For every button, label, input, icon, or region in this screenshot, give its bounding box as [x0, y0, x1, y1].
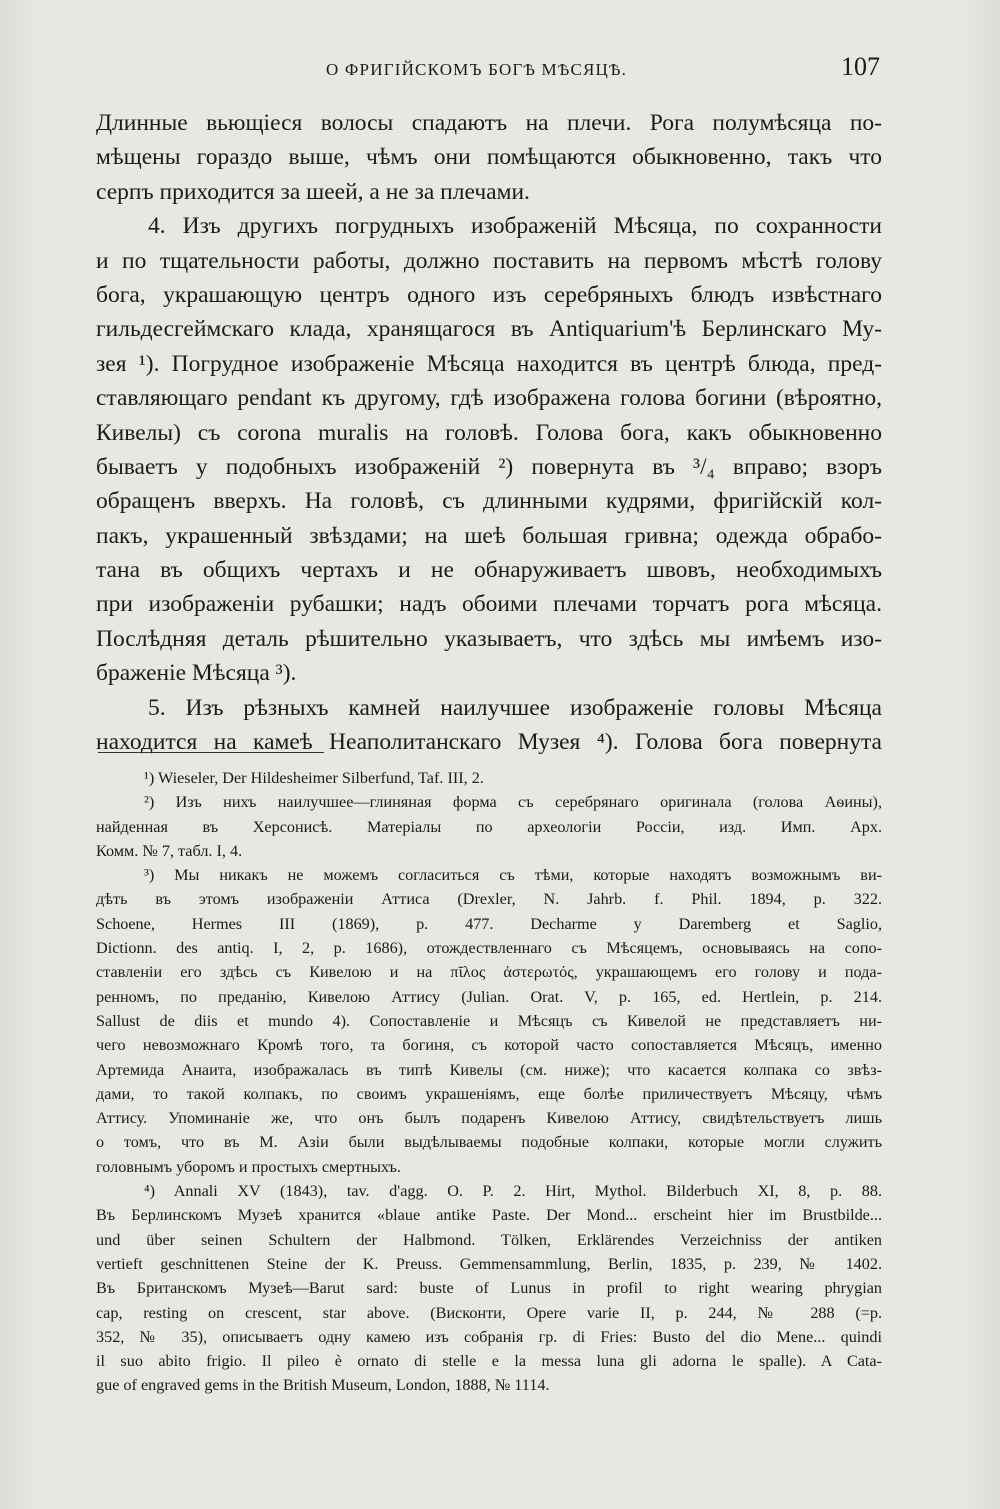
footnote-line: чего невозможнаго Кромѣ того, та богиня, съ которой часто сопоставляется Мѣсяцъ, именно: [96, 1036, 882, 1055]
footnote-line: ренномъ, по преданію, Кивелою Аттису (Julian. Orat. V, p. 165, ed. Hertlein, p. 214.: [96, 987, 882, 1006]
footnote-line: Въ Берлинскомъ Музеѣ хранится «blaue antike Paste. Der Mond... erscheint hier im Brustbilde...: [96, 1206, 882, 1225]
footnote-line: найденная въ Херсонисѣ. Матеріалы по археологіи Россіи, изд. Имп. Арх.: [96, 817, 882, 836]
footnote-line: ¹) Wieseler, Der Hildesheimer Silberfund, Taf. III, 2.: [144, 769, 484, 787]
running-title: О ФРИГІЙСКОМЪ БОГѢ МѢСЯЦѢ.: [326, 60, 628, 79]
footnote-line: Артемида Анаита, изображалась въ типѣ Кивелы (см. ниже); что касается колпака со звѣз-: [96, 1060, 882, 1079]
footnote-line: Sallust de diis et mundo 4). Сопоставленіе и Мѣсяцъ съ Кивелой не представляетъ ни-: [96, 1011, 882, 1030]
text-line: зея ¹). Погрудное изображеніе Мѣсяца находится въ центрѣ блюда, пред-: [96, 350, 882, 377]
text-line: бога, украшающую центръ одного изъ серебряныхъ блюдъ извѣстнаго: [96, 281, 882, 308]
footnote-line: дами, то такой колпакъ, по своимъ украшеніямъ, еще болѣе приличествуетъ Мѣсяцу, чѣмъ: [96, 1084, 882, 1103]
text-line: тана въ общихъ чертахъ и не обнаруживаетъ швовъ, необходимыхъ: [96, 557, 882, 584]
text-line: обращенъ вверхъ. На головѣ, съ длинными кудрями, фригійскій кол-: [96, 488, 882, 515]
text-line: Послѣдняя деталь рѣшительно указываетъ, что здѣсь мы имѣемъ изо-: [96, 625, 882, 652]
page-number: 107: [841, 52, 880, 81]
footnote-line: о томъ, что въ М. Азіи были выдѣлываемы подобные колпаки, которые могли служить: [96, 1133, 882, 1152]
main-text: [96, 106, 882, 759]
text-line: и по тщательности работы, должно поставить на первомъ мѣстѣ голову: [96, 247, 882, 274]
text-line: мѣщены гораздо выше, чѣмъ они помѣщаются обыкновенно, такъ что: [96, 144, 882, 171]
footnote-line: und über seinen Schultern der Halbmond. Tölken, Erklärendes Verzeichniss der antiken: [96, 1230, 882, 1249]
text-line: 4. Изъ другихъ погрудныхъ изображеній Мѣсяца, по сохранности: [148, 213, 882, 240]
footnote-line: 352, № 35), описываетъ одну камею изъ собранія гр. di Fries: Busto del dio Mene... quindi: [96, 1327, 882, 1346]
footnote-line: Комм. № 7, табл. I, 4.: [96, 841, 243, 860]
footnote-line: Въ Британскомъ Музеѣ—Barut sard: buste of Lunus in profil to right wearing phrygian: [96, 1279, 882, 1298]
footnote-line: gue of engraved gems in the British Museum, London, 1888, № 1114.: [96, 1376, 550, 1395]
footnote-line: Schoene, Hermes III (1869), p. 477. Decharme y Daremberg et Saglio,: [96, 914, 882, 933]
footnote-line: ²) Изъ нихъ наилучшее—глиняная форма съ серебрянаго оригинала (голова Аѳины),: [144, 793, 882, 812]
running-head: [96, 52, 880, 84]
text-line: бываетъ у подобныхъ изображеній ²) повернута въ ³/₄ вправо; взоръ: [96, 453, 882, 480]
footnote-line: ⁴) Annali XV (1843), tav. d'agg. O. P. 2. Hirt, Mythol. Bilderbuch XI, 8, p. 88.: [144, 1182, 882, 1201]
text-line: браженіе Мѣсяца ³).: [96, 660, 297, 687]
footnote-line: il suo abito frigio. Il pileo è ornato di stelle e la messa luna gli adorna le spalle). A Cata-: [96, 1352, 882, 1371]
footnote-line: Dictionn. des antiq. I, 2, p. 1686), отождествленнаго съ Мѣсяцемъ, основываясь на сопо-: [96, 939, 882, 958]
footnote-line: cap, resting on crescent, star above. (Висконти, Opere varie II, p. 244, № 288 (=p.: [96, 1303, 882, 1322]
text-line: при изображеніи рубашки; надъ обоими плечами торчатъ рога мѣсяца.: [96, 591, 882, 618]
text-line: ставляющаго pendant къ другому, гдѣ изображена голова богини (вѣроятно,: [96, 385, 882, 412]
text-line: Длинные вьющіеся волосы спадаютъ на плечи. Рога полумѣсяца по-: [96, 110, 882, 136]
text-line: гильдесгеймскаго клада, хранящагося въ Antiquarium'ѣ Берлинскаго Му-: [96, 316, 882, 343]
footnote-line: ставленіи его здѣсь съ Кивелою и на πῖλος ἀστερωτός, украшающемъ его голову и пода-: [96, 963, 882, 982]
text-line: 5. Изъ рѣзныхъ камней наилучшее изображеніе головы Мѣсяца: [148, 694, 882, 721]
text-line: находится на камеѣ Неаполитанскаго Музея ⁴). Голова бога повернута: [96, 729, 882, 756]
footnote-line: дѣть въ этомъ изображеніи Аттиса (Drexler, N. Jahrb. f. Phil. 1894, p. 322.: [96, 890, 882, 909]
footnotes: [96, 766, 882, 1398]
footnote-line: головнымъ уборомъ и простыхъ смертныхъ.: [96, 1157, 401, 1176]
text-line: серпъ приходится за шеей, а не за плечами.: [96, 178, 530, 205]
footnote-separator: [98, 752, 324, 753]
footnote-line: vertieft geschnittenen Steine der K. Preuss. Gemmensammlung, Berlin, 1835, p. 239, № 1402.: [96, 1254, 882, 1273]
text-line: Кивелы) съ corona muralis на головѣ. Голова бога, какъ обыкновенно: [96, 419, 882, 446]
footnote-line: Аттису. Упоминаніе же, что онъ былъ подаренъ Кивелою Аттису, свидѣтельствуетъ лишь: [96, 1109, 882, 1128]
text-line: пакъ, украшенный звѣздами; на шеѣ большая гривна; одежда обрабо-: [96, 522, 882, 549]
footnote-line: ³) Мы никакъ не можемъ согласиться съ тѣми, которые находятъ возможнымъ ви-: [144, 866, 882, 885]
